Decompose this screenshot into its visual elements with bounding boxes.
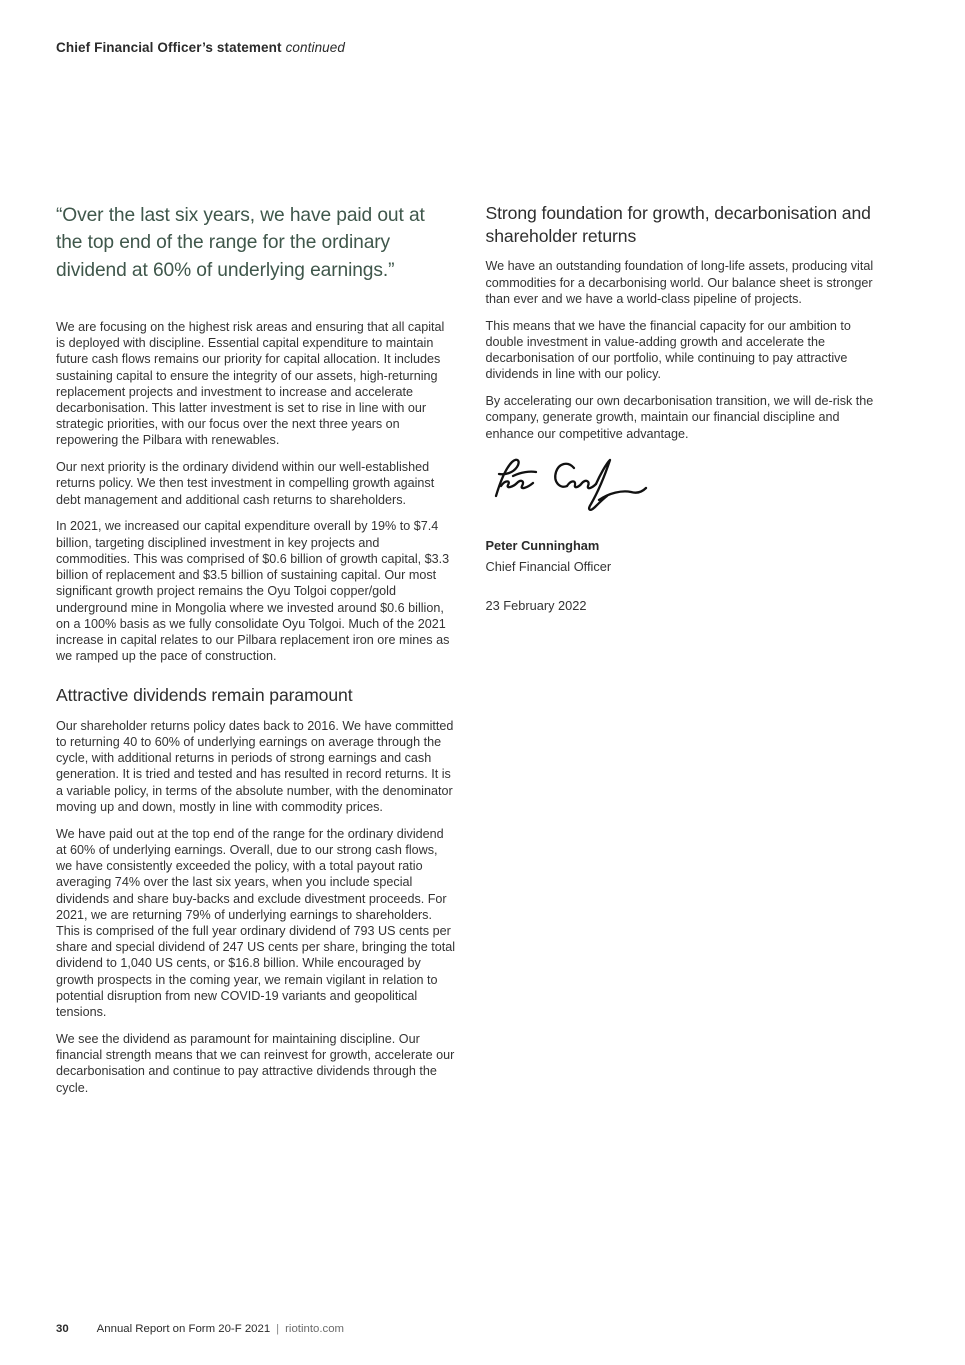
signature-block — [486, 454, 886, 613]
paragraph-dividend-paramount: We see the dividend as paramount for maintaining discipline. Our financial strength means that we can reinvest for growth, accelerate our decarbonisation and continue to pay attractive dividends through the cycle. — [56, 1031, 455, 1095]
paragraph-decarbonisation-transition: By accelerating our own decarbonisation transition, we will de-risk the company, generate growth, maintain our financial discipline and enhance our competitive advantage. — [485, 394, 874, 441]
footer-separator: | — [276, 1323, 280, 1335]
content-columns — [56, 202, 885, 1106]
page-footer — [56, 1323, 344, 1335]
footer-website-link[interactable]: riotinto.com — [285, 1323, 345, 1335]
signature-date: 23 February 2022 — [485, 597, 587, 613]
right-column — [486, 202, 886, 1106]
section-heading-dividends: Attractive dividends remain paramount — [56, 685, 353, 706]
paragraph-payout-ratio: We have paid out at the top end of the range for the ordinary dividend at 60% of underlying earnings. Overall, due to our strong cash flows, we have consistently exceeded the policy, with a total payout ratio averaging 74% over the last six years, when you include special dividends and share buy-backs and exclude divestment proceeds. For 2021, we are returning 79% of underlying earnings to shareholders. This is comprised of the full year ordinary dividend of 793 US cents per share and special dividend of 247 US cents per share, bringing the total dividend to 1,040 US cents, or $16.8 billion. While encouraged by growth prospects in the coming year, we remain vigilant in relation to potential disruption from new COVID-19 variants and geopolitical tensions. — [56, 826, 456, 1020]
paragraph-shareholder-policy: Our shareholder returns policy dates back to 2016. We have committed to returning 40 to 60% of underlying earnings on average through the cycle, with additional returns in periods of strong earnings and cash generation. It is tried and tested and has resulted in record returns. It is a variable policy, in terms of the absolute number, with the denominator moving up and down, mostly in line with commodity prices. — [56, 718, 454, 814]
paragraph-returns-policy: Our next priority is the ordinary dividend within our well-established returns policy. We then test investment in compelling growth against debt management and additional cash returns to shareholders. — [56, 460, 435, 507]
signature-image — [486, 454, 656, 518]
paragraph-capex-2021: In 2021, we increased our capital expenditure overall by 19% to $7.4 billion, targeting disciplined investment in key projects and commodities. This was comprised of $0.6 billion of growth capital, $3.3 billion of replacement and $3.5 billion of sustaining capital. Our most significant growth project remains the Oyu Tolgoi copper/gold underground mine in Mongolia where we invested around $0.6 billion, on a 100% basis as we fully consolidate Oyu Tolgoi. Much of the 2021 increase in capital relates to our Pilbara replacement iron ore mines as we ramped up the pace of construction. — [56, 519, 450, 664]
footer-report-title: Annual Report on Form 20-F 2021 — [96, 1323, 271, 1335]
signatory-name: Peter Cunningham — [485, 537, 600, 553]
section-heading-foundation: Strong foundation for growth, decarbonisation and shareholder returns — [485, 203, 871, 247]
page-number: 30 — [56, 1323, 69, 1335]
page-header — [56, 40, 345, 55]
paragraph-foundation: We have an outstanding foundation of long-life assets, producing vital commodities for a decarbonising world. Our balance sheet is stronger than ever and we have a world-class pipeline of projects. — [485, 259, 874, 306]
paragraph-capital-discipline: We are focusing on the highest risk areas and ensuring that all capital is deployed with discipline. Essential capital expenditure to maintain future cash flows remains our priority for capital allocation. It includes sustaining capital to ensure the integrity of our assets, high-returning replacement projects and investment to increase and accelerate decarbonisation. This latter investment is set to rise in line with our strategic priorities, with our focus over the next three years on repowering the Pilbara with renewables. — [56, 319, 445, 448]
signatory-title: Chief Financial Officer — [485, 558, 612, 574]
left-column — [56, 202, 456, 1106]
header-continued-label: continued — [285, 40, 346, 55]
paragraph-financial-capacity: This means that we have the financial capacity for our ambition to double investment in value-adding growth and accelerate the decarbonisation of our portfolio, while continuing to pay attractive dividends in line with our policy. — [485, 318, 851, 382]
pull-quote: “Over the last six years, we have paid out at the top end of the range for the ordinary dividend at 60% of underlying earnings.” — [56, 205, 425, 281]
header-title: Chief Financial Officer’s statement — [56, 40, 282, 55]
